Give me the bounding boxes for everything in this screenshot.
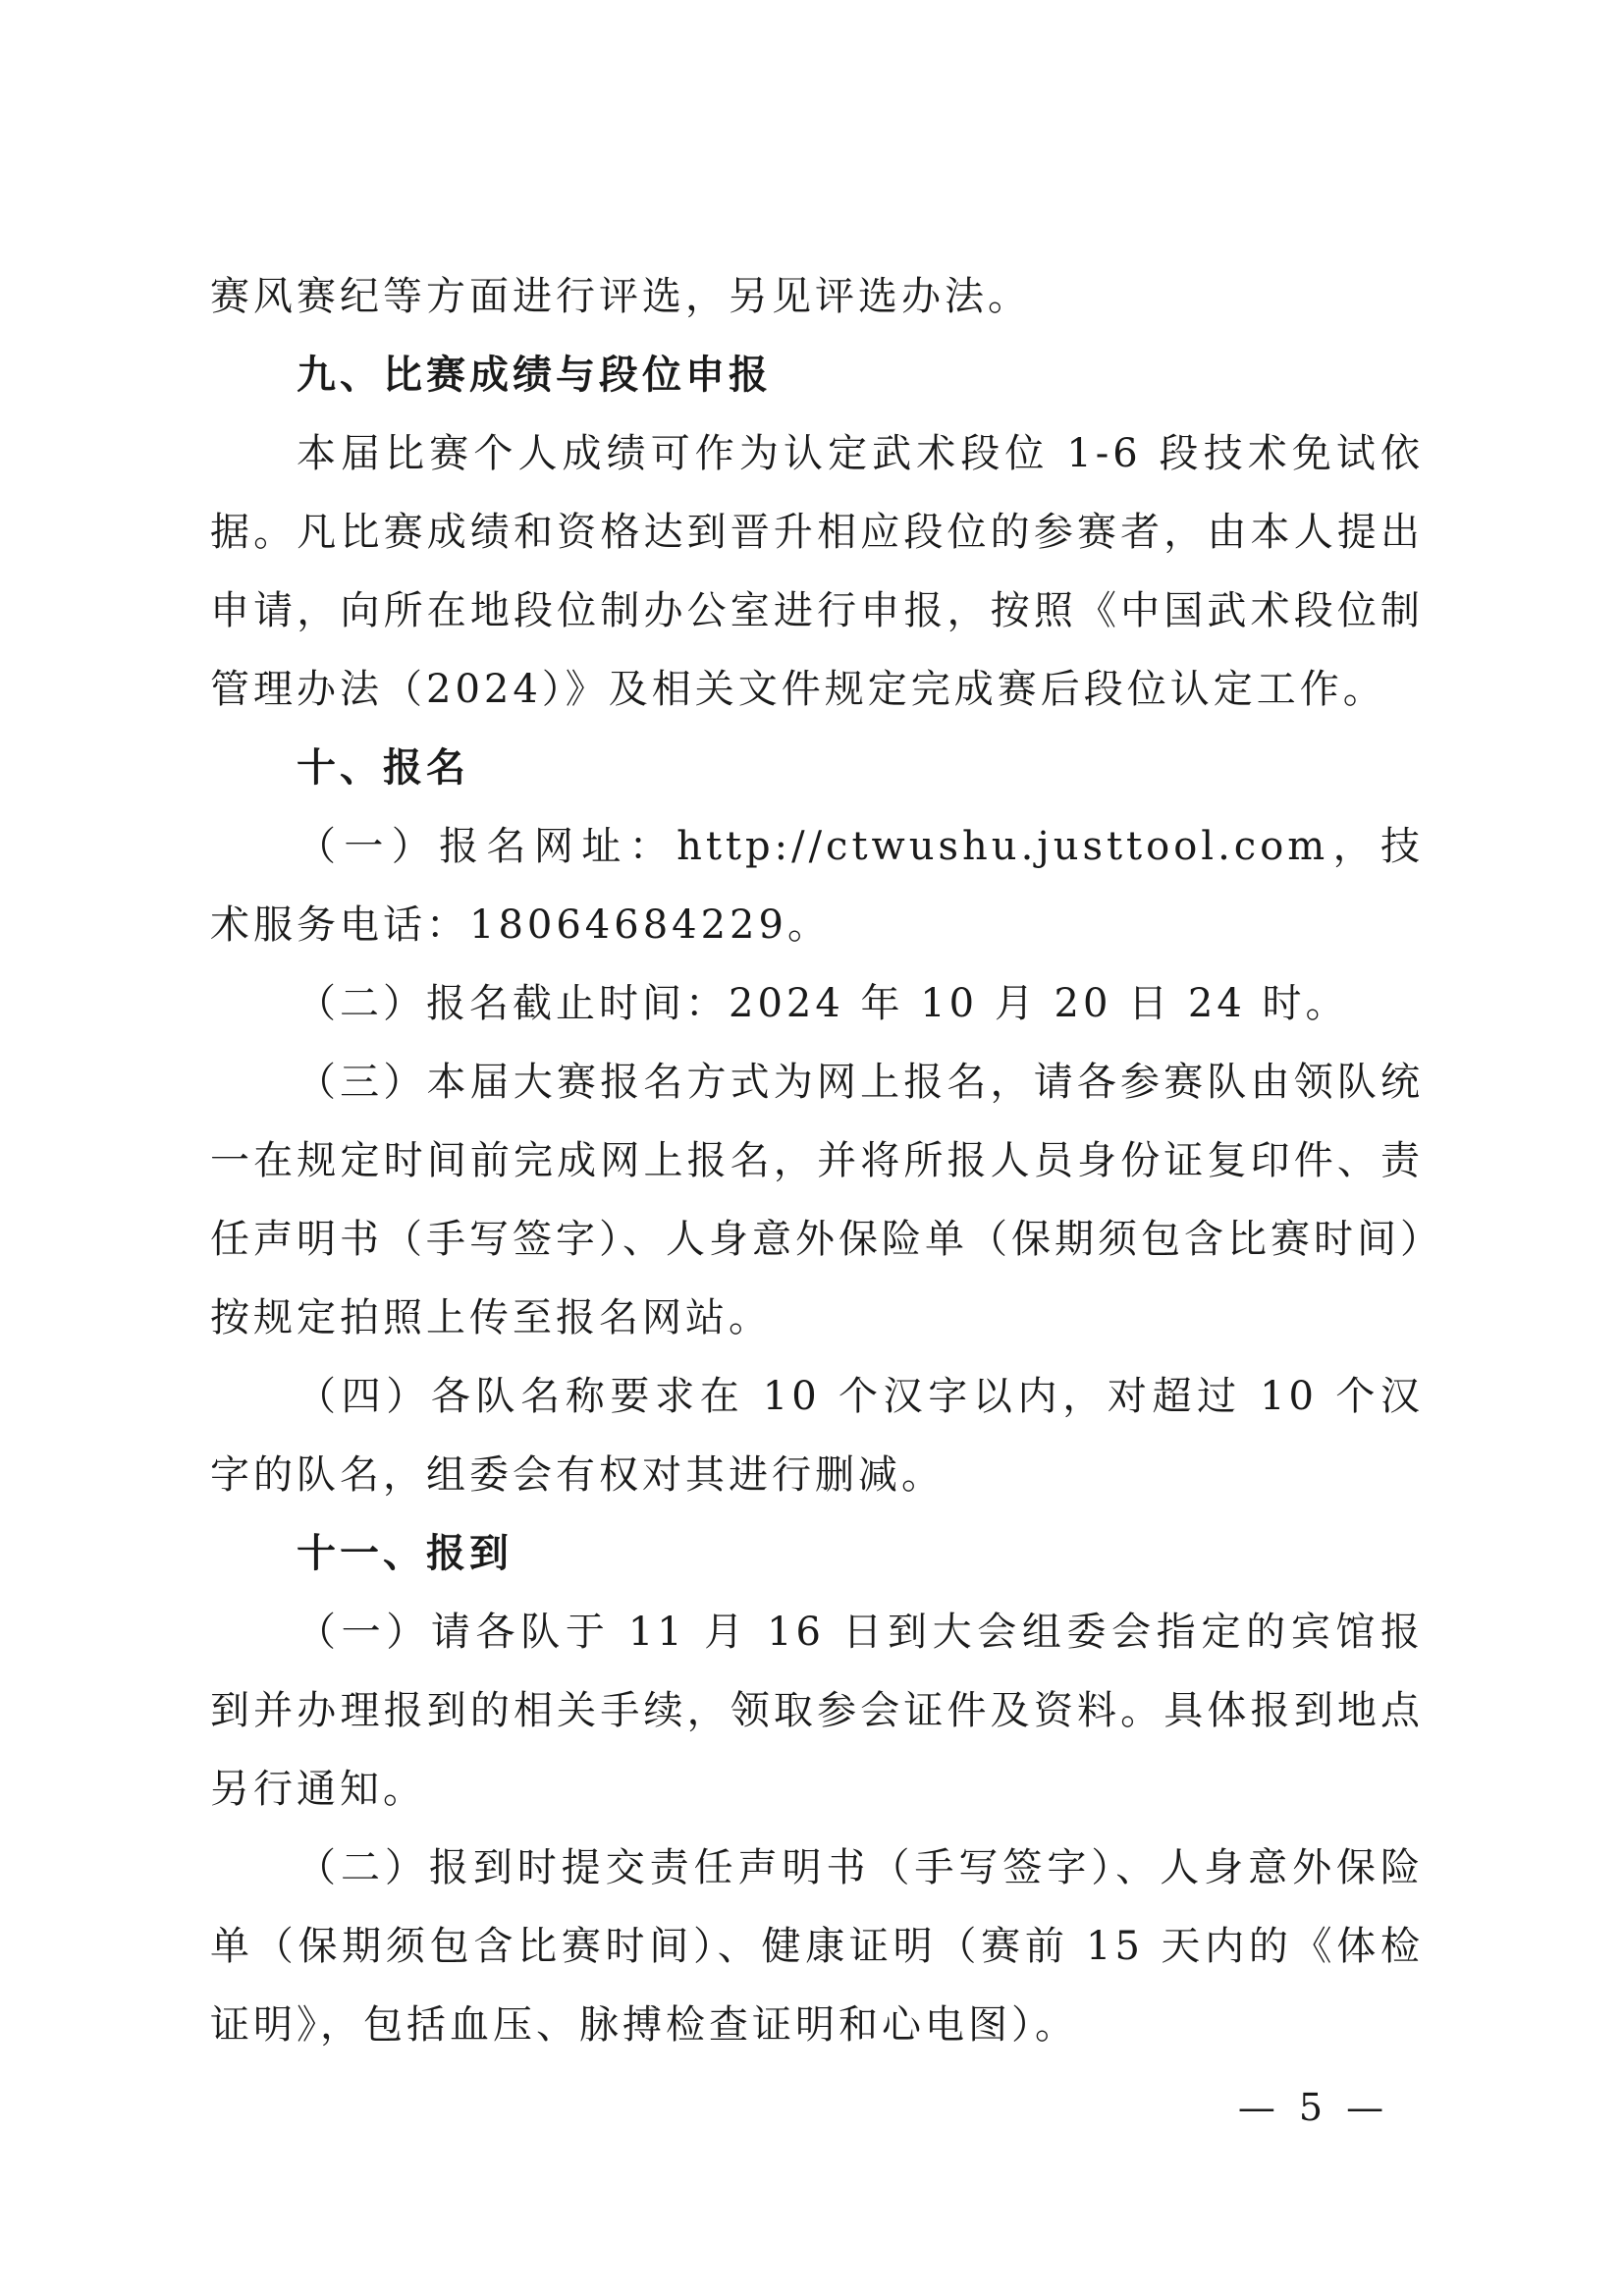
page-number: — 5 — [1237, 2086, 1390, 2129]
paragraph-team-name: （四）各队名称要求在 10 个汉字以内，对超过 10 个汉字的队名，组委会有权对其进行删减。 [210, 1374, 1424, 1498]
document-body [210, 257, 1424, 2064]
paragraph-registration-deadline: （二）报名截止时间：2024 年 10 月 20 日 24 时。 [297, 981, 1349, 1026]
section-heading-10: 十、报名 [297, 745, 469, 791]
section-heading-9: 九、比赛成绩与段位申报 [297, 353, 772, 398]
paragraph-ranking: 本届比赛个人成绩可作为认定武术段位 1-6 段技术免试依据。凡比赛成绩和资格达到晋升相应段位的参赛者，由本人提出申请，向所在地段位制办公室进行申报，按照《中国武术段位制管理办法（2024）》及相关文件规定完成赛后段位认定工作。 [210, 431, 1424, 712]
section-heading-11: 十一、报到 [297, 1531, 513, 1576]
paragraph-checkin-documents: （二）报到时提交责任声明书（手写签字）、人身意外保险单（保期须包含比赛时间）、健康证明（赛前 15 天内的《体检证明》，包括血压、脉搏检查证明和心电图）。 [210, 1845, 1424, 2048]
paragraph-registration-method: （三）本届大赛报名方式为网上报名，请各参赛队由领队统一在规定时间前完成网上报名，并将所报人员身份证复印件、责任声明书（手写签字）、人身意外保险单（保期须包含比赛时间）按规定拍照上传至报名网站。 [210, 1060, 1424, 1340]
paragraph-checkin-date: （一）请各队于 11 月 16 日到大会组委会指定的宾馆报到并办理报到的相关手续，领取参会证件及资料。具体报到地点另行通知。 [210, 1610, 1424, 1812]
paragraph-continuation: 赛风赛纪等方面进行评选，另见评选办法。 [210, 274, 1031, 319]
paragraph-registration-url: （一）报名网址：http://ctwushu.justtool.com，技术服务电话：18064684229。 [210, 824, 1424, 948]
